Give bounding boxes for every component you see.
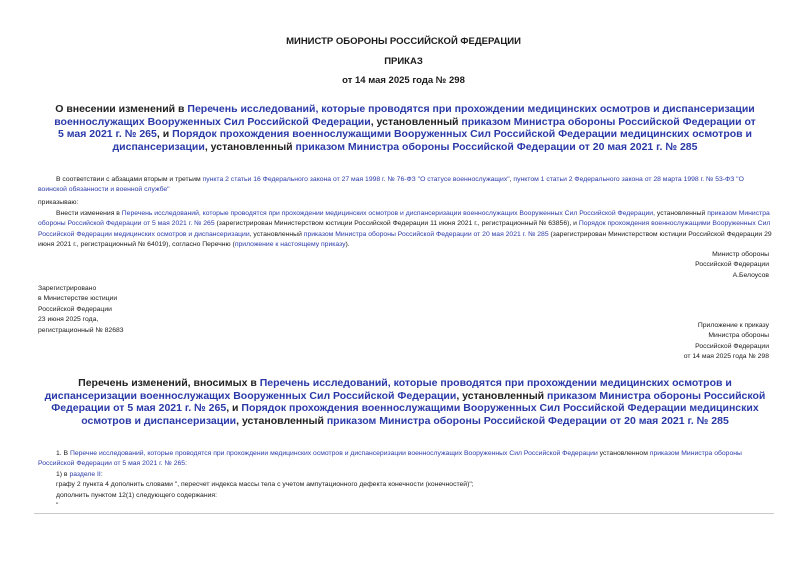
changes-title-link-procedure[interactable]: Порядок прохождения военнослужащими Вооруженных Сил Российской Федерации медицинских осмотров и диспансеризации bbox=[81, 402, 759, 427]
main-text: (зарегистрирован Министерством юстиции Российской Федерации 11 июня 2021 г., регистрационный № 63856), и bbox=[214, 220, 579, 228]
preamble-link-law-76fz[interactable]: пункта 2 статьи 16 Федерального закона от 27 мая 1998 г. № 76-ФЗ "О статусе военнослужащих" bbox=[202, 176, 510, 183]
doc-type-heading: ПРИКАЗ bbox=[384, 56, 423, 67]
changes-title-link-order-265[interactable]: приказом Министра обороны Российской Федерации от 5 мая 2021 г. № 265 bbox=[51, 389, 766, 414]
subitem-line: " bbox=[56, 502, 59, 509]
main-link-list[interactable]: Перечень исследований, которые проводятся при прохождении медицинских осмотров и диспансеризации военнослужащих Вооруженных Сил Российской Федерации bbox=[121, 210, 654, 217]
changes-title bbox=[40, 377, 770, 427]
appendix-line: Министра обороны bbox=[708, 332, 769, 340]
appendix-line: Приложение к приказу bbox=[697, 322, 769, 329]
order-title-text: О внесении изменений в bbox=[55, 103, 188, 115]
main-text: (зарегистрирован Министерством юстиции Российской Федерации 29 июня 2021 г., регистрационный № 64019), согласно Перечню ( bbox=[38, 230, 772, 249]
changes-title-text: , и bbox=[226, 402, 242, 414]
preamble-paragraph bbox=[38, 175, 772, 196]
signature-line: Российской Федерации bbox=[695, 261, 769, 269]
main-text: Внести изменения в bbox=[56, 210, 122, 217]
subitem-1-text: 1) в bbox=[56, 471, 70, 478]
subitem-line: дополнить пунктом 12(1) следующего содержания: bbox=[56, 492, 217, 499]
order-title-link-order-265[interactable]: приказом Министра обороны Российской Федерации от 5 мая 2021 г. № 265 bbox=[58, 115, 756, 140]
order-title-link-procedure[interactable]: Порядок прохождения военнослужащими Вооруженных Сил Российской Федерации медицинских осмотров и диспансеризации bbox=[112, 128, 752, 153]
main-paragraph bbox=[38, 209, 772, 251]
subitem-1-text: : bbox=[100, 471, 103, 478]
order-title-text: , установленный bbox=[370, 115, 462, 128]
changes-title-text: , установленный bbox=[456, 389, 548, 402]
subitem-1-link-section-2[interactable]: разделе II bbox=[69, 471, 101, 478]
registration-block bbox=[38, 284, 124, 336]
appendix-line: от 14 мая 2025 года № 298 bbox=[683, 353, 769, 361]
order-title-link-list[interactable]: Перечень исследований, которые проводятся при прохождении медицинских осмотров и диспансеризации военнослужащих Вооруженных Сил Российской Федерации bbox=[54, 103, 755, 128]
preamble-text: , bbox=[509, 176, 514, 183]
item-1-link-order-265[interactable]: приказом Министра обороны Российской Федерации от 5 мая 2021 г. № 265 bbox=[38, 450, 742, 468]
bottom-divider bbox=[34, 513, 774, 514]
item-1-paragraph bbox=[38, 449, 772, 470]
item-1-link-list[interactable]: Перечне исследований, которые проводятся при прохождении медицинских осмотров и диспансеризации военнослужащих Вооруженных Сил Российской Федерации bbox=[69, 450, 598, 457]
main-link-order-285[interactable]: приказом Министра обороны Российской Федерации от 20 мая 2021 г. № 285 bbox=[303, 230, 549, 238]
registration-line: в Министерстве юстиции bbox=[38, 295, 118, 303]
order-title bbox=[50, 103, 760, 153]
item-1-text: 1. В bbox=[56, 450, 70, 457]
main-text: , установленный bbox=[249, 230, 304, 238]
ministry-heading: МИНИСТР ОБОРОНЫ РОССИЙСКОЙ ФЕДЕРАЦИИ bbox=[286, 36, 521, 47]
appendix-block bbox=[684, 321, 769, 363]
subitem-1 bbox=[56, 470, 103, 480]
signature-block bbox=[695, 250, 769, 281]
changes-title-link-list[interactable]: Перечень исследований, которые проводятся при прохождении медицинских осмотров и диспансеризации военнослужащих Вооруженных Сил Российской Федерации bbox=[44, 377, 732, 402]
order-title-text: , установленный bbox=[204, 140, 296, 153]
signature-name: А.Белоусов bbox=[732, 271, 769, 279]
appendix-line: Российской Федерации bbox=[695, 342, 769, 350]
preamble-text: В соответствии с абзацами вторым и третьим bbox=[56, 176, 203, 183]
item-1-text: : bbox=[185, 460, 187, 468]
main-link-order-265[interactable]: приказом Министра обороны Российской Федерации от 5 мая 2021 г. № 265 bbox=[38, 210, 770, 228]
registration-line: Зарегистрировано bbox=[38, 285, 97, 292]
order-title-text: , и bbox=[156, 128, 173, 140]
main-link-appendix[interactable]: приложение к настоящему приказу bbox=[234, 241, 346, 249]
order-title-link-order-285[interactable]: приказом Министра обороны Российской Федерации от 20 мая 2021 г. № 285 bbox=[295, 140, 698, 153]
main-link-procedure[interactable]: Порядок прохождения военнослужащими Вооруженных Сил Российской Федерации медицинских осмотров и диспансеризации bbox=[38, 220, 771, 238]
changes-title-text: , установленный bbox=[236, 414, 327, 427]
registration-line: Российской Федерации bbox=[38, 305, 112, 313]
doc-date-line: от 14 мая 2025 года № 298 bbox=[342, 75, 465, 86]
changes-title-text: Перечень изменений, вносимых в bbox=[78, 377, 260, 389]
main-text: , установленный bbox=[653, 210, 708, 217]
preamble-link-law-53fz[interactable]: пунктом 1 статьи 2 Федерального закона от 28 марта 1998 г. № 53-ФЗ "О воинской обязанности и военной службе" bbox=[38, 176, 744, 194]
item-1-text: установленном bbox=[597, 450, 650, 457]
registration-line: 23 июня 2025 года, bbox=[38, 316, 99, 324]
signature-line: Министр обороны bbox=[712, 251, 769, 258]
main-text: ). bbox=[345, 241, 350, 249]
changes-title-link-order-285[interactable]: приказом Министра обороны Российской Федерации от 20 мая 2021 г. № 285 bbox=[326, 414, 729, 427]
subitem-line: графу 2 пункта 4 дополнить словами ", пересчет индекса массы тела с учетом ампутационного дефекта конечности (конечностей)"; bbox=[56, 481, 474, 488]
order-word: приказываю: bbox=[38, 199, 79, 206]
registration-line: регистрационный № 82683 bbox=[38, 326, 124, 334]
